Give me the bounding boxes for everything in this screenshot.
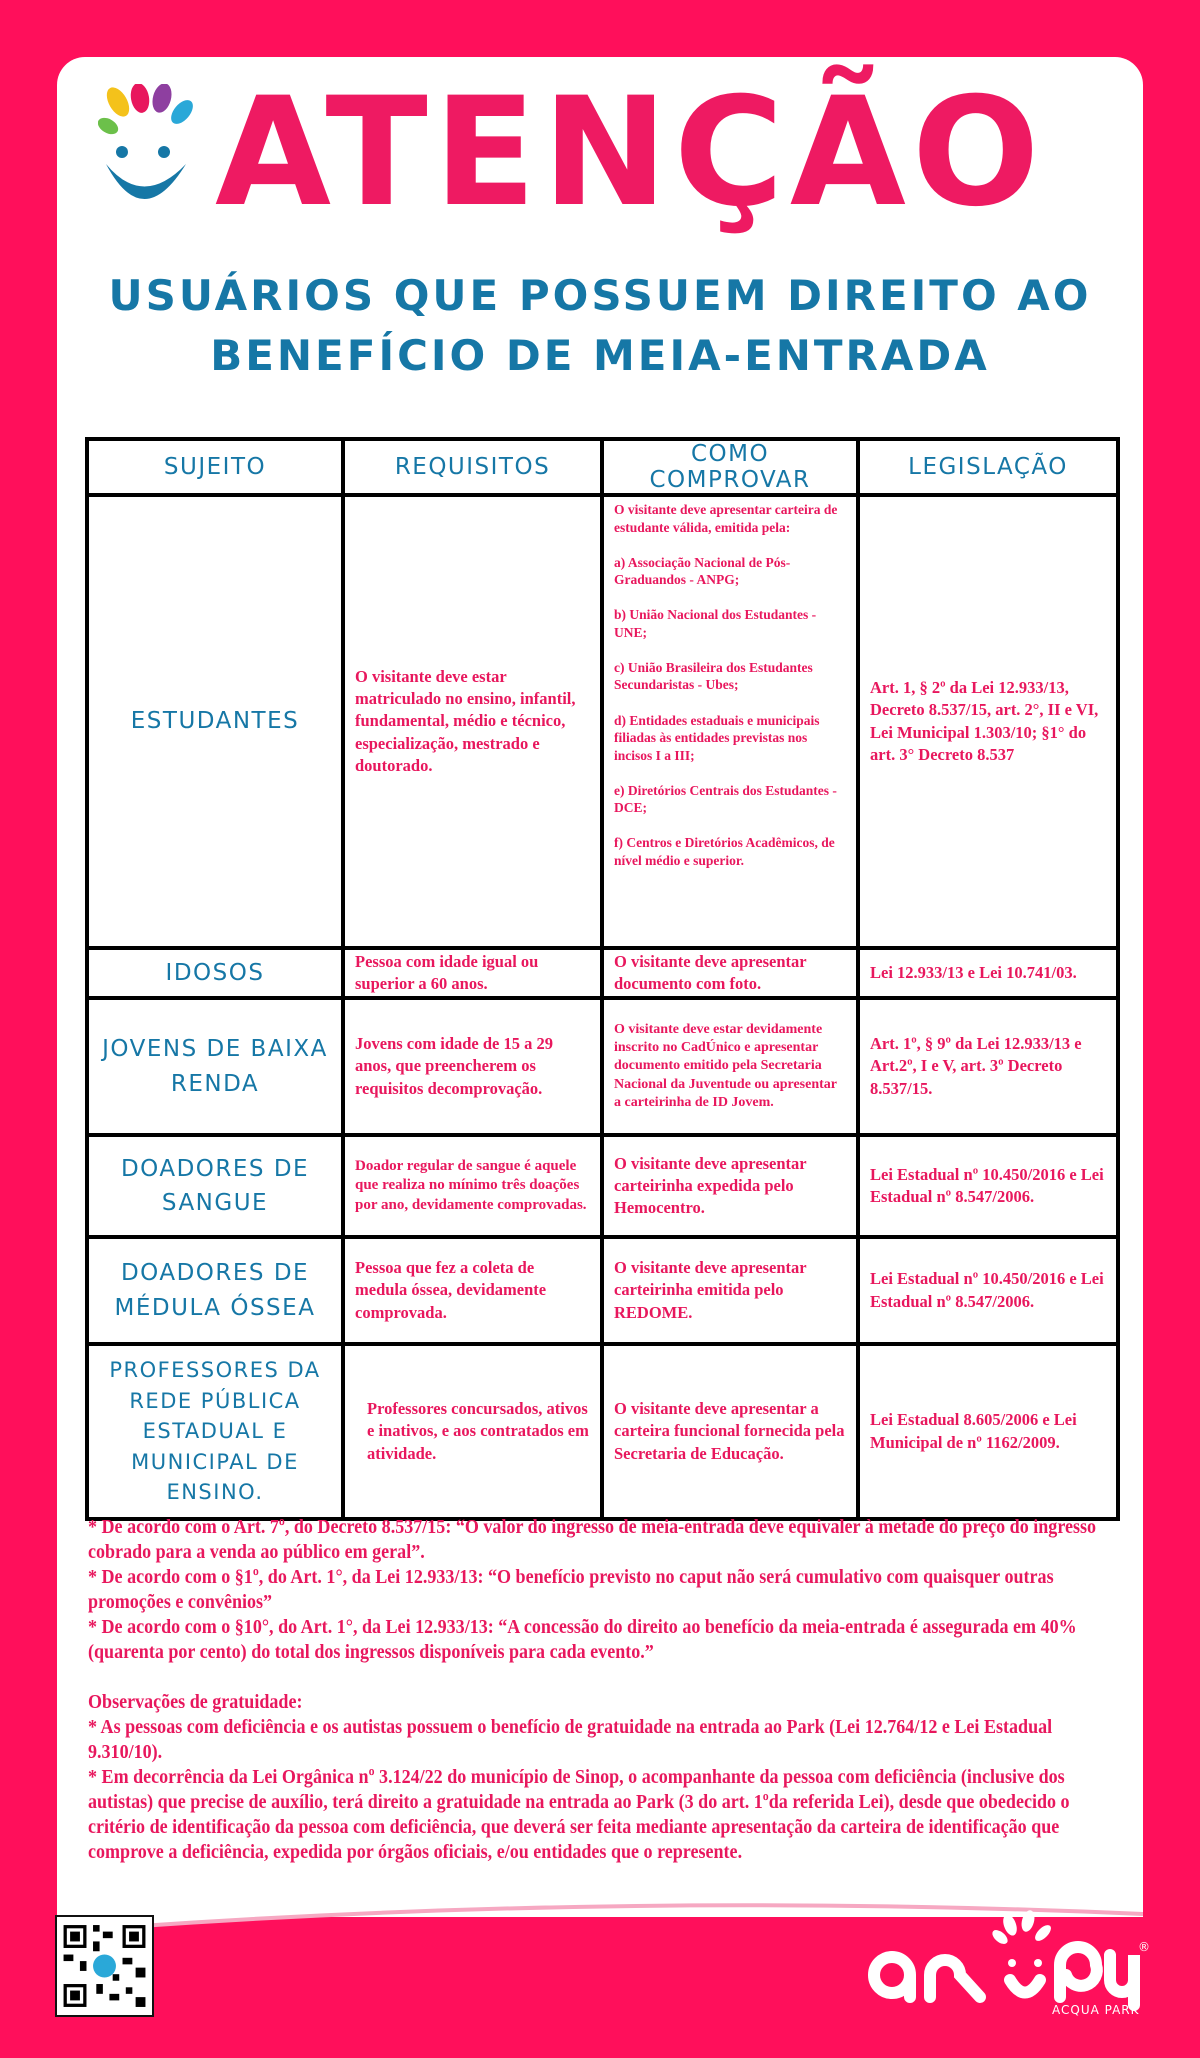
table-header-row — [87, 439, 1118, 495]
requirements-cell: Pessoa que fez a coleta de medula óssea, devidamente comprovada. — [343, 1237, 602, 1344]
proof-paragraph: b) União Nacional dos Estudantes - UNE; — [614, 607, 817, 640]
table-row — [87, 1237, 1118, 1344]
proof-cell: O visitante deve apresentar documento com foto. — [602, 948, 858, 998]
requirements-cell: Doador regular de sangue é aquele que realiza no mínimo três doações por ano, devidamente comprovadas. — [343, 1135, 602, 1237]
proof-cell: O visitante deve apresentar a carteira funcional fornecida pela Secretaria de Educação. — [602, 1344, 858, 1519]
subject-cell: PROFESSORES DA REDE PÚBLICA ESTADUAL E MUNICIPAL DE ENSINO. — [87, 1344, 343, 1519]
proof-paragraph: e) Diretórios Centrais dos Estudantes - DCE; — [614, 782, 837, 816]
subtitle-line-1: USUÁRIOS QUE POSSUEM DIREITO AO — [108, 271, 1092, 320]
column-header-legislacao: LEGISLAÇÃO — [858, 439, 1118, 495]
subtitle-line-2: BENEFÍCIO DE MEIA-ENTRADA — [210, 331, 990, 380]
benefits-table — [85, 437, 1120, 1521]
legislation-cell: Lei Estadual nº 10.450/2016 e Lei Estadual nº 8.547/2006. — [858, 1135, 1118, 1237]
proof-paragraph: f) Centros e Diretórios Acadêmicos, de nível médio e superior. — [614, 835, 835, 868]
legislation-cell: Lei 12.933/13 e Lei 10.741/03. — [858, 948, 1118, 998]
subject-cell: IDOSOS — [87, 948, 343, 998]
qr-code[interactable] — [55, 1915, 154, 2017]
legal-notes — [88, 1515, 1118, 1865]
subject-cell: DOADORES DE MÉDULA ÓSSEA — [87, 1237, 343, 1344]
proof-cell: O visitante deve estar devidamente inscrito no CadÚnico e apresentar documento emitido pela Secretaria Nacional da Juventude ou apresentar a carteirinha de ID Jovem. — [602, 998, 858, 1135]
note-item: * De acordo com o §1º, do Art. 1°, da Lei 12.933/13: “O benefício previsto no caput não será cumulativo com quaisquer outras promoções e convênios” — [88, 1566, 1054, 1613]
page-title: ATENÇÃO — [215, 66, 1046, 240]
registered-mark: ® — [1138, 1940, 1150, 1954]
requirements-cell: Pessoa com idade igual ou superior a 60 anos. — [343, 948, 602, 998]
legislation-cell: Art. 1º, § 9º da Lei 12.933/13 e Art.2º, I e V, art. 3º Decreto 8.537/15. — [858, 998, 1118, 1135]
requirements-cell: Jovens com idade de 15 a 29 anos, que preencherem os requisitos decomprovação. — [343, 998, 602, 1135]
subject-cell: ESTUDANTES — [87, 495, 343, 948]
legislation-cell: Lei Estadual 8.605/2006 e Lei Municipal de nº 1162/2009. — [858, 1344, 1118, 1519]
column-header-sujeito: SUJEITO — [87, 439, 343, 495]
table-row — [87, 948, 1118, 998]
column-header-requisitos: REQUISITOS — [343, 439, 602, 495]
proof-paragraph: d) Entidades estaduais e municipais filiadas às entidades previstas nos incisos I a III; — [614, 712, 820, 763]
gratuity-item: * As pessoas com deficiência e os autistas possuem o benefício de gratuidade na entrada ao Park (Lei 12.764/12 e Lei Estadual 9.310/10). — [88, 1716, 1053, 1763]
table-row — [87, 1135, 1118, 1237]
requirements-cell: Professores concursados, ativos e inativos, e aos contratados em atividade. — [343, 1344, 602, 1519]
column-header-comprovar: COMO COMPROVAR — [602, 439, 858, 495]
table-row — [87, 495, 1118, 948]
proof-paragraph: a) Associação Nacional de Pós-Graduandos - ANPG; — [614, 554, 791, 588]
note-item: * De acordo com o Art. 7º, do Decreto 8.537/15: “O valor do ingresso de meia-entrada deve equivaler à metade do preço do ingresso cobrado para a venda ao público em geral”. — [88, 1516, 1097, 1563]
legislation-cell: Art. 1, § 2º da Lei 12.933/13, Decreto 8.537/15, art. 2°, II e VI, Lei Municipal 1.303/10; §1° do art. 3° Decreto 8.537 — [858, 495, 1118, 948]
brand-tagline: ACQUA PARK — [1052, 2003, 1140, 2017]
legislation-cell: Lei Estadual nº 10.450/2016 e Lei Estadual nº 8.547/2006. — [858, 1237, 1118, 1344]
smiley-logo-icon — [98, 84, 198, 214]
table-row — [87, 998, 1118, 1135]
table-row — [87, 1344, 1118, 1519]
gratuity-item: * Em decorrência da Lei Orgânica nº 3.124/22 do município de Sinop, o acompanhante da pessoa com deficiência (inclusive dos autistas) que precise de auxílio, terá direito a gratuidade na entrada ao Park (3 do art. 1ºda referida Lei), desde que obedecido o critério de identificação da pessoa com deficiência, que deverá ser feita mediante apresentação da carteira de identificação que comprove a deficiência, expedida por órgãos oficiais, e/ou entidades que o represente. — [88, 1766, 1070, 1863]
note-item: * De acordo com o §10°, do Art. 1°, da Lei 12.933/13: “A concessão do direito ao benefício da meia-entrada é assegurada em 40% (quarenta por cento) do total dos ingressos disponíveis para cada evento.” — [88, 1616, 1077, 1663]
subject-cell: DOADORES DE SANGUE — [87, 1135, 343, 1237]
proof-paragraph: O visitante deve apresentar carteira de estudante válida, emitida pela: — [614, 502, 838, 535]
gratuity-title: Observações de gratuidade: — [88, 1691, 303, 1713]
proof-paragraph: c) União Brasileira dos Estudantes Secundaristas - Ubes; — [614, 659, 813, 693]
subject-cell: JOVENS DE BAIXA RENDA — [87, 998, 343, 1135]
requirements-cell: O visitante deve estar matriculado no ensino, infantil, fundamental, médio e técnico, especialização, mestrado e doutorado. — [343, 495, 602, 948]
proof-cell: O visitante deve apresentar carteirinha emitida pelo REDOME. — [602, 1237, 858, 1344]
proof-cell — [602, 495, 858, 948]
proof-cell: O visitante deve apresentar carteirinha expedida pelo Hemocentro. — [602, 1135, 858, 1237]
